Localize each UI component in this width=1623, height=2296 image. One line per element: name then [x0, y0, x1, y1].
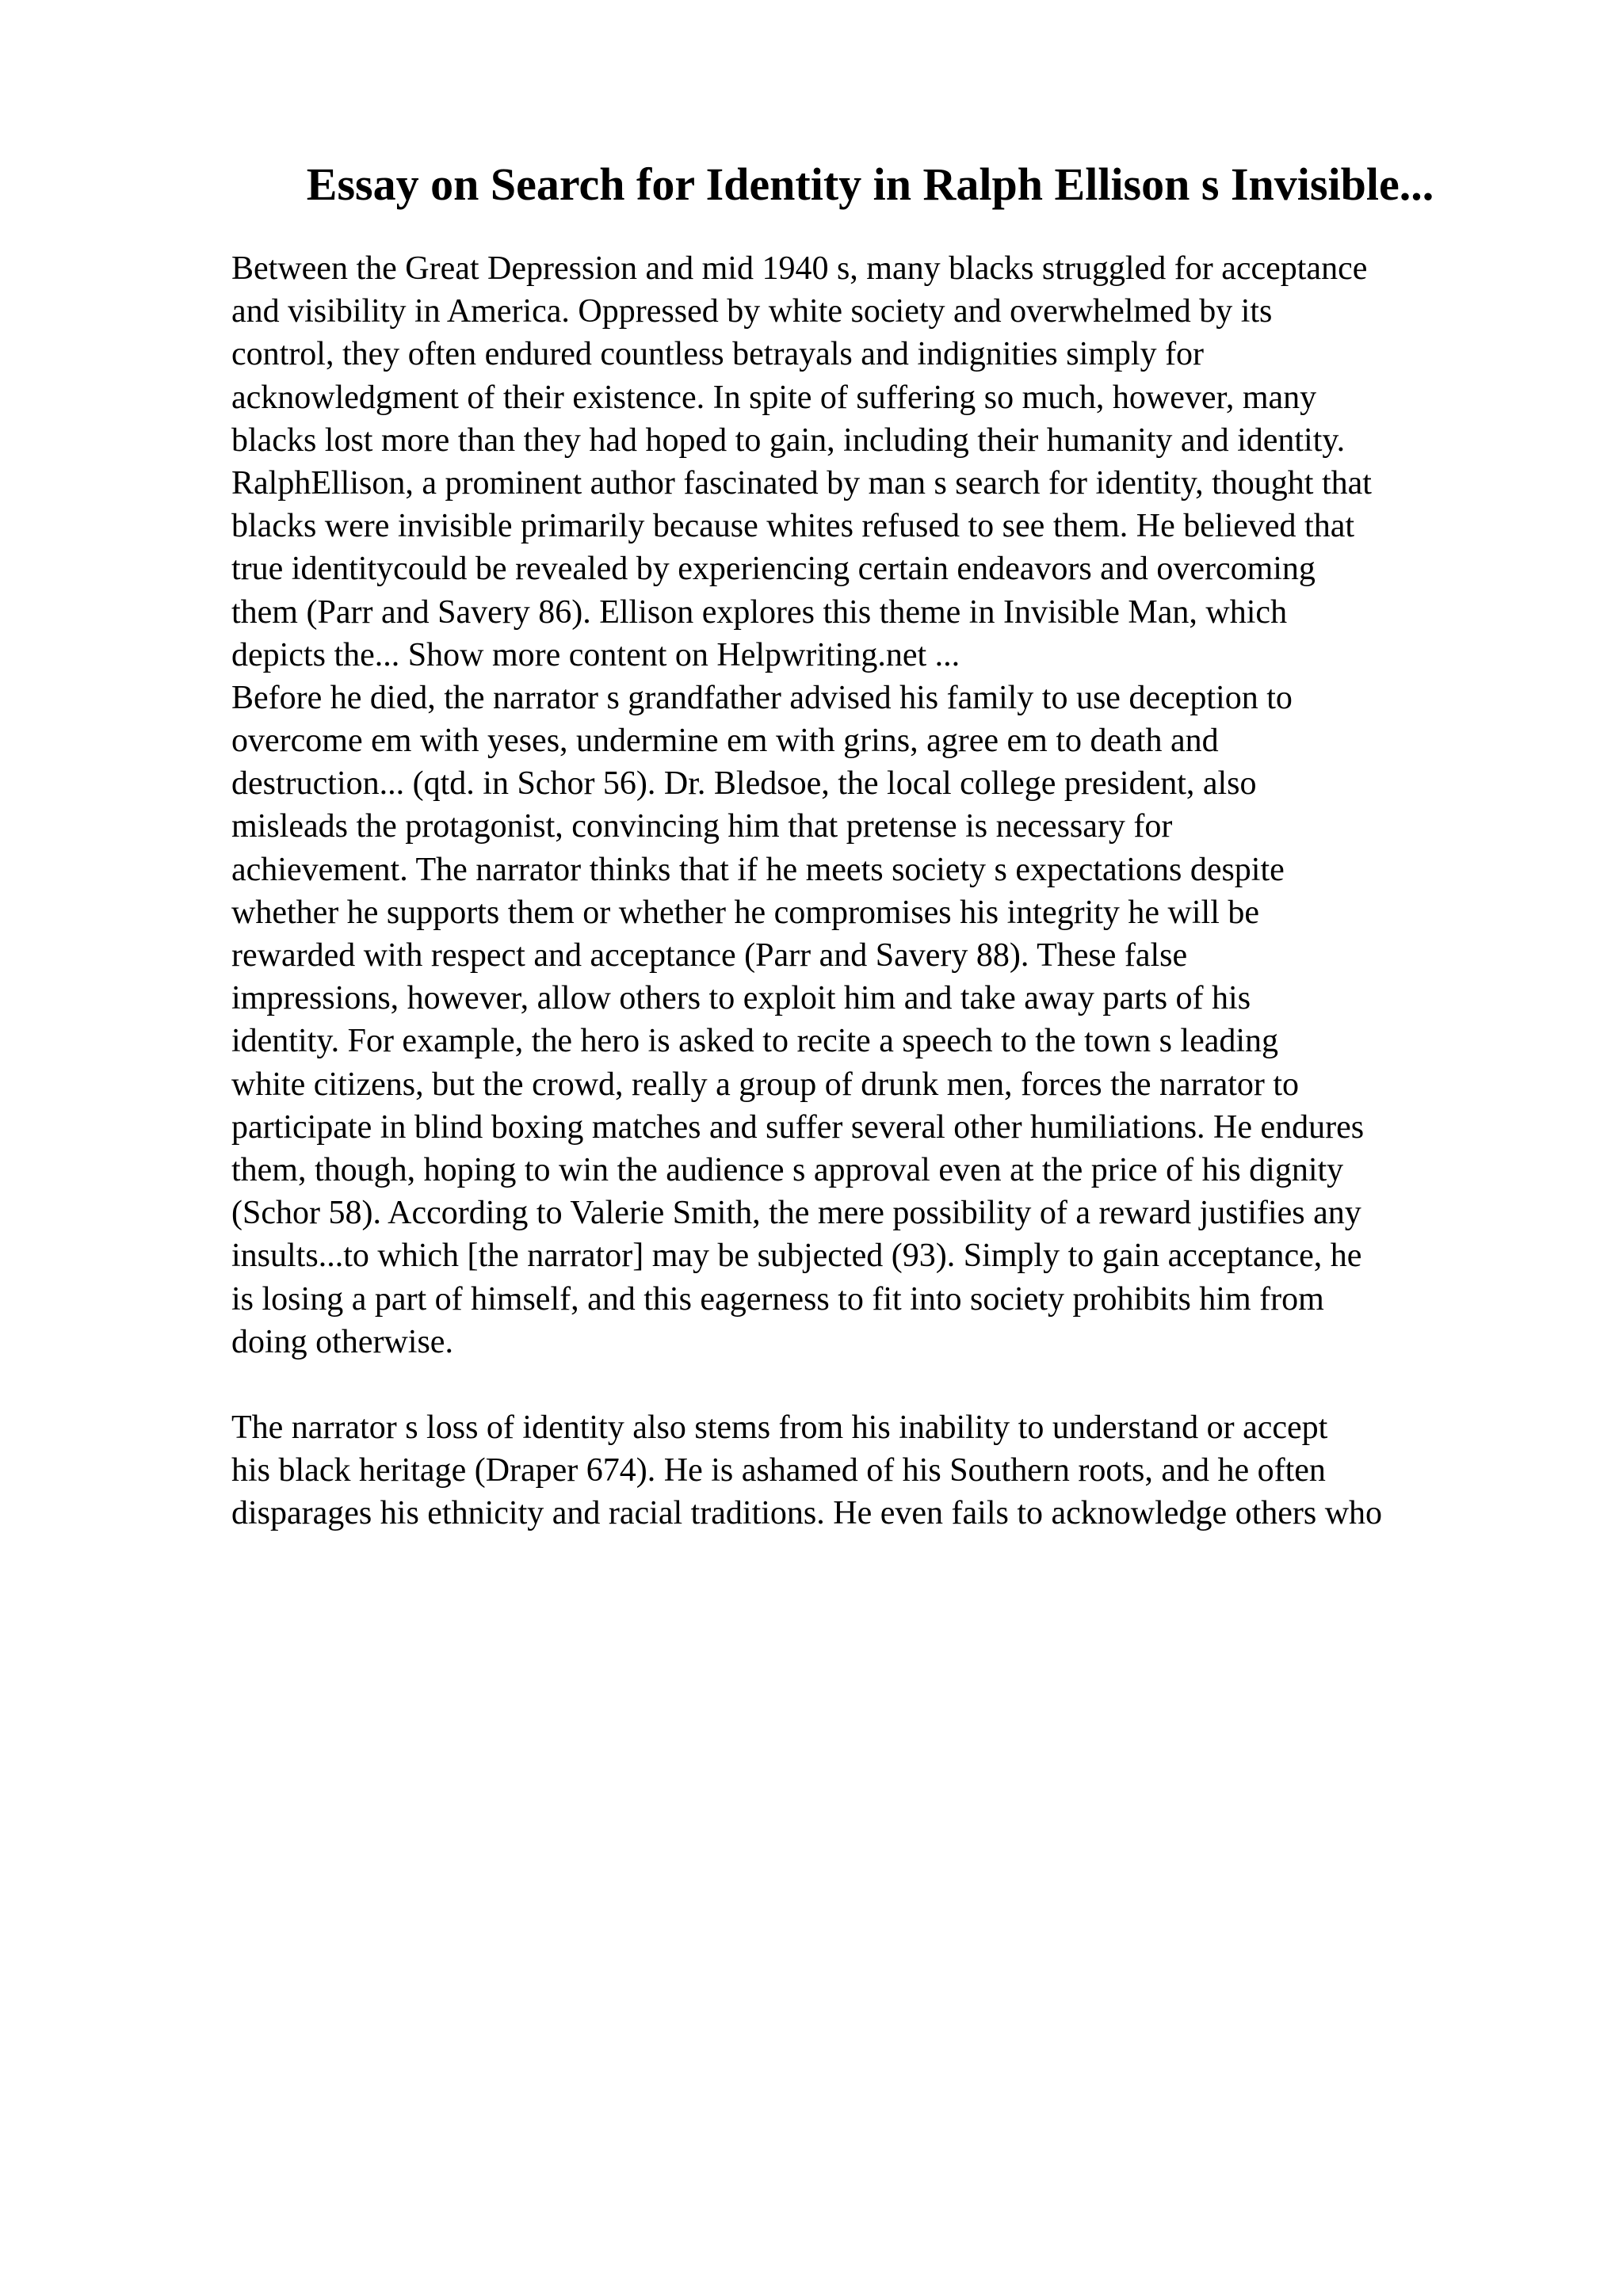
text-line: control, they often endured countless betrayals and indignities simply for — [231, 336, 1205, 373]
text-line: depicts the... Show more content on Helpwriting.net ... — [231, 636, 960, 673]
paragraph-3 — [231, 1406, 1594, 1535]
text-line: Between the Great Depression and mid 1940 s, many blacks struggled for acceptance — [231, 250, 1368, 287]
paragraph-spacer — [231, 1363, 1594, 1406]
text-line: overcome em with yeses, undermine em with grins, agree em to death and — [231, 723, 1219, 760]
text-line: doing otherwise. — [231, 1323, 453, 1360]
paragraph-1 — [231, 247, 1594, 677]
text-line: impressions, however, allow others to exploit him and take away parts of his — [231, 980, 1251, 1017]
essay-title: Essay on Search for Identity in Ralph Ellison s Invisible... — [306, 158, 1434, 210]
paragraph-2 — [231, 677, 1594, 1363]
text-line: acknowledgment of their existence. In spite of suffering so much, however, many — [231, 379, 1317, 416]
text-line: rewarded with respect and acceptance (Parr and Savery 88). These false — [231, 937, 1188, 974]
text-line: them (Parr and Savery 86). Ellison explores this theme in Invisible Man, which — [231, 593, 1288, 631]
text-line: and visibility in America. Oppressed by white society and overwhelmed by its — [231, 293, 1273, 330]
text-line: his black heritage (Draper 674). He is ashamed of his Southern roots, and he often — [231, 1452, 1326, 1489]
text-line: blacks were invisible primarily because whites refused to see them. He believed that — [231, 508, 1355, 545]
text-line: RalphEllison, a prominent author fascinated by man s search for identity, thought that — [231, 464, 1372, 502]
text-line: (Schor 58). According to Valerie Smith, the mere possibility of a reward justifies any — [231, 1195, 1361, 1232]
text-line: insults...to which [the narrator] may be subjected (93). Simply to gain acceptance, he — [231, 1238, 1362, 1275]
text-line: Before he died, the narrator s grandfather advised his family to use deception to — [231, 679, 1293, 716]
text-line: participate in blind boxing matches and suffer several other humiliations. He endures — [231, 1108, 1365, 1146]
text-line: disparages his ethnicity and racial traditions. He even fails to acknowledge others who — [231, 1495, 1383, 1532]
text-line: destruction... (qtd. in Schor 56). Dr. Bledsoe, the local college president, also — [231, 765, 1257, 803]
essay-body — [231, 247, 1594, 1535]
text-line: blacks lost more than they had hoped to gain, including their humanity and identity. — [231, 421, 1346, 459]
text-line: achievement. The narrator thinks that if he meets society s expectations despite — [231, 851, 1285, 888]
text-line: white citizens, but the crowd, really a group of drunk men, forces the narrator to — [231, 1066, 1300, 1103]
text-line: true identitycould be revealed by experiencing certain endeavors and overcoming — [231, 551, 1316, 588]
text-line: The narrator s loss of identity also stems from his inability to understand or accept — [231, 1409, 1328, 1447]
text-line: misleads the protagonist, convincing him that pretense is necessary for — [231, 808, 1173, 845]
text-line: whether he supports them or whether he compromises his integrity he will be — [231, 894, 1260, 931]
text-line: them, though, hoping to win the audience s approval even at the price of his dignity — [231, 1151, 1344, 1188]
text-line: identity. For example, the hero is asked to recite a speech to the town s leading — [231, 1023, 1279, 1060]
text-line: is losing a part of himself, and this eagerness to fit into society prohibits him from — [231, 1280, 1324, 1318]
